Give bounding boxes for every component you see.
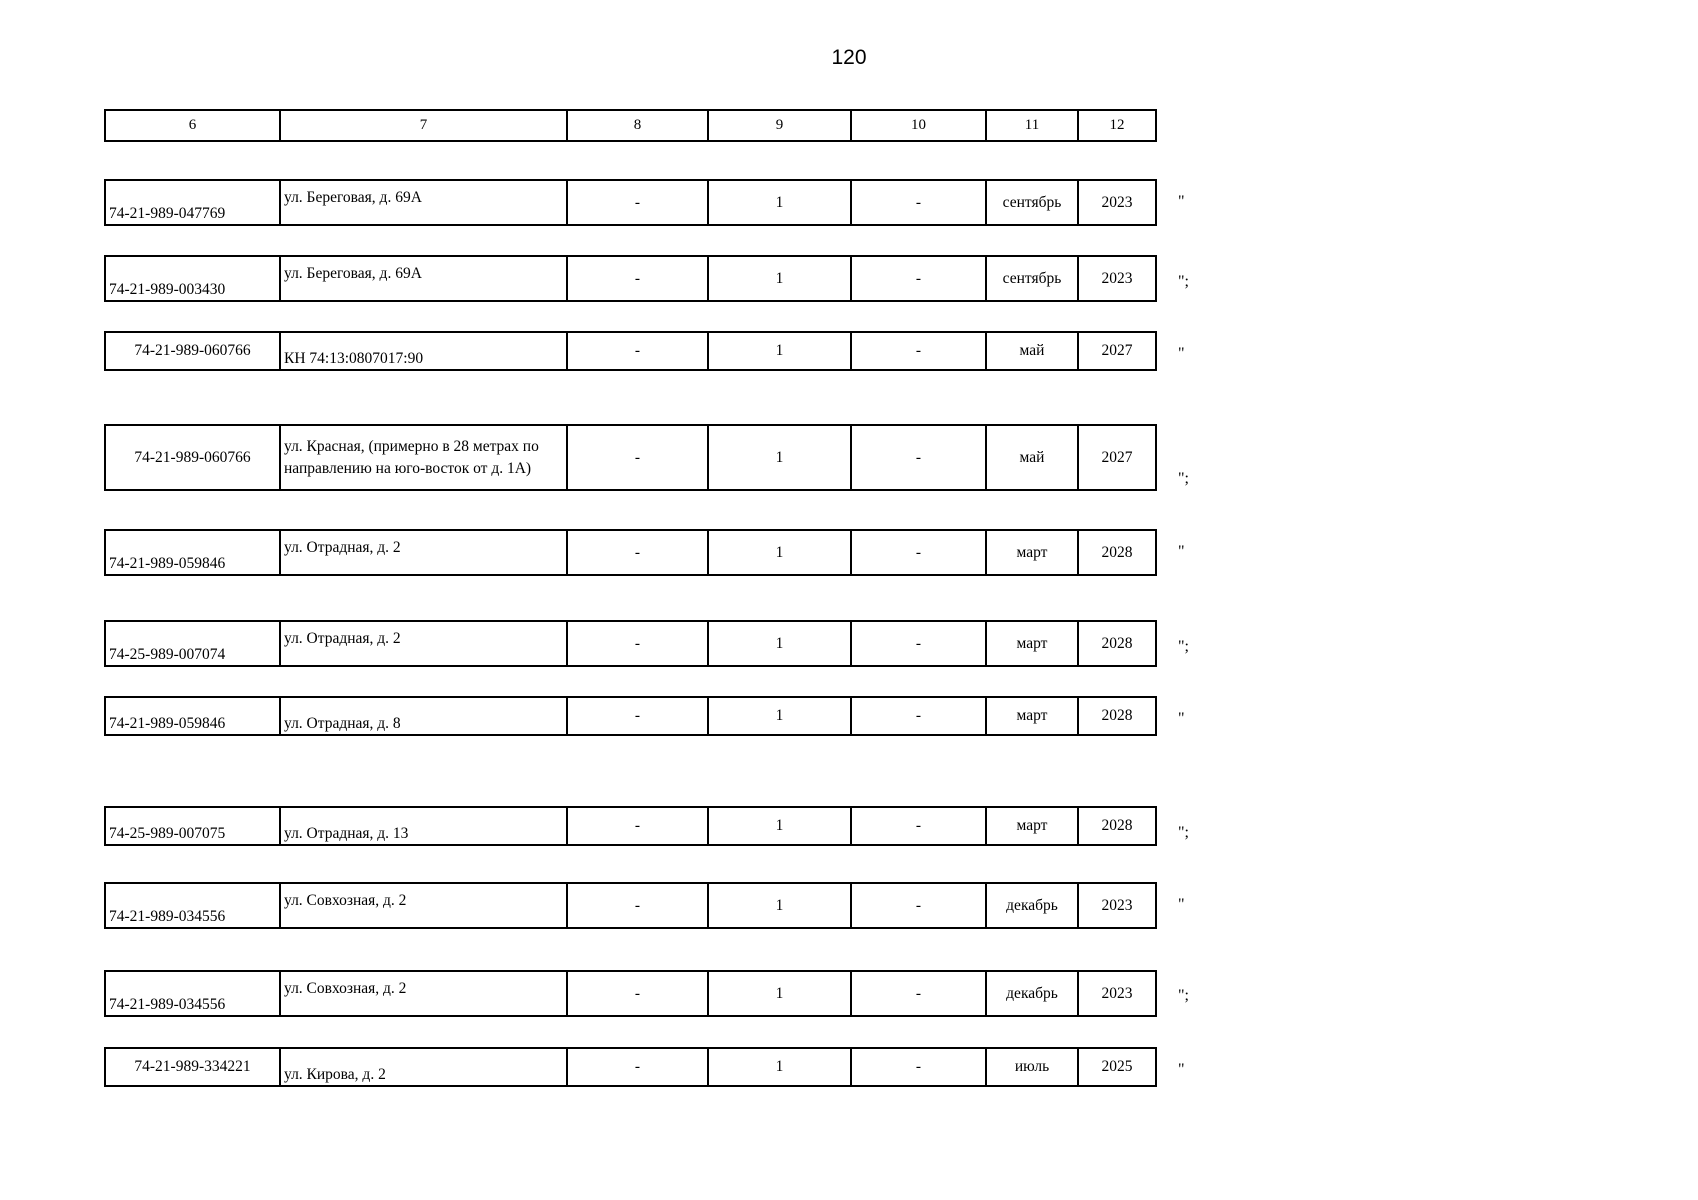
row-suffix: "	[1178, 193, 1185, 210]
cadastral-number-cell: 74-21-989-060766	[105, 332, 280, 370]
year-cell: 2027	[1078, 425, 1156, 490]
year-cell: 2023	[1078, 971, 1156, 1016]
col8-cell: -	[567, 621, 708, 666]
col8-cell: -	[567, 180, 708, 225]
col10-cell: -	[851, 621, 986, 666]
row-suffix: "	[1178, 1061, 1185, 1078]
cadastral-number-cell: 74-21-989-060766	[105, 425, 280, 490]
table-row	[104, 970, 1157, 1017]
year-cell: 2023	[1078, 256, 1156, 301]
row-suffix: ";	[1178, 987, 1189, 1004]
col9-cell: 1	[708, 530, 851, 575]
row-suffix: ";	[1178, 638, 1189, 655]
year-cell: 2028	[1078, 807, 1156, 845]
column-number-header	[104, 109, 1157, 142]
table-row	[104, 331, 1157, 371]
month-cell: март	[986, 697, 1078, 735]
col8-cell: -	[567, 807, 708, 845]
cadastral-number-cell: 74-21-989-034556	[105, 971, 280, 1016]
col9-cell: 1	[708, 180, 851, 225]
col9-cell: 1	[708, 971, 851, 1016]
year-cell: 2023	[1078, 180, 1156, 225]
col10-cell: -	[851, 807, 986, 845]
col8-cell: -	[567, 697, 708, 735]
header-cell: 9	[708, 110, 851, 141]
address-cell: ул. Отрадная, д. 2	[280, 530, 567, 575]
table-row	[104, 424, 1157, 491]
table-row	[104, 806, 1157, 846]
address-cell: КН 74:13:0807017:90	[280, 332, 567, 370]
col9-cell: 1	[708, 807, 851, 845]
col8-cell: -	[567, 530, 708, 575]
month-cell: сентябрь	[986, 256, 1078, 301]
col10-cell: -	[851, 256, 986, 301]
col9-cell: 1	[708, 256, 851, 301]
address-cell: ул. Совхозная, д. 2	[280, 971, 567, 1016]
col8-cell: -	[567, 1048, 708, 1086]
col10-cell: -	[851, 697, 986, 735]
cadastral-number-cell: 74-25-989-007074	[105, 621, 280, 666]
address-cell: ул. Совхозная, д. 2	[280, 883, 567, 928]
month-cell: март	[986, 621, 1078, 666]
table-row	[104, 882, 1157, 929]
month-cell: март	[986, 807, 1078, 845]
cadastral-number-cell: 74-21-989-047769	[105, 180, 280, 225]
col10-cell: -	[851, 971, 986, 1016]
table-row	[104, 696, 1157, 736]
table-row	[104, 179, 1157, 226]
year-cell: 2025	[1078, 1048, 1156, 1086]
col9-cell: 1	[708, 697, 851, 735]
cadastral-number-cell: 74-21-989-003430	[105, 256, 280, 301]
address-cell: ул. Отрадная, д. 8	[280, 697, 567, 735]
col10-cell: -	[851, 883, 986, 928]
cadastral-number-cell: 74-21-989-334221	[105, 1048, 280, 1086]
header-cell: 8	[567, 110, 708, 141]
header-cell: 10	[851, 110, 986, 141]
header-cell: 12	[1078, 110, 1156, 141]
year-cell: 2028	[1078, 621, 1156, 666]
year-cell: 2027	[1078, 332, 1156, 370]
row-suffix: "	[1178, 345, 1185, 362]
col9-cell: 1	[708, 1048, 851, 1086]
col9-cell: 1	[708, 332, 851, 370]
col8-cell: -	[567, 883, 708, 928]
col10-cell: -	[851, 1048, 986, 1086]
header-cell: 7	[280, 110, 567, 141]
year-cell: 2028	[1078, 530, 1156, 575]
row-suffix: ";	[1178, 470, 1189, 487]
col9-cell: 1	[708, 883, 851, 928]
address-cell: ул. Красная, (примерно в 28 метрах по направлению на юго-восток от д. 1А)	[280, 425, 567, 490]
month-cell: май	[986, 425, 1078, 490]
col10-cell: -	[851, 530, 986, 575]
table-row	[104, 620, 1157, 667]
header-cell: 11	[986, 110, 1078, 141]
col10-cell: -	[851, 180, 986, 225]
cadastral-number-cell: 74-21-989-059846	[105, 530, 280, 575]
cadastral-number-cell: 74-21-989-059846	[105, 697, 280, 735]
month-cell: сентябрь	[986, 180, 1078, 225]
col8-cell: -	[567, 332, 708, 370]
table-row	[104, 529, 1157, 576]
col8-cell: -	[567, 971, 708, 1016]
col9-cell: 1	[708, 621, 851, 666]
address-cell: ул. Кирова, д. 2	[280, 1048, 567, 1086]
month-cell: июль	[986, 1048, 1078, 1086]
table-row	[104, 255, 1157, 302]
month-cell: март	[986, 530, 1078, 575]
month-cell: декабрь	[986, 971, 1078, 1016]
address-cell: ул. Береговая, д. 69А	[280, 180, 567, 225]
row-suffix: ";	[1178, 273, 1189, 290]
address-cell: ул. Отрадная, д. 2	[280, 621, 567, 666]
cadastral-number-cell: 74-25-989-007075	[105, 807, 280, 845]
address-cell: ул. Береговая, д. 69А	[280, 256, 567, 301]
year-cell: 2023	[1078, 883, 1156, 928]
month-cell: май	[986, 332, 1078, 370]
header-cell: 6	[105, 110, 280, 141]
address-cell: ул. Отрадная, д. 13	[280, 807, 567, 845]
col9-cell: 1	[708, 425, 851, 490]
row-suffix: "	[1178, 896, 1185, 913]
row-suffix: "	[1178, 543, 1185, 560]
col10-cell: -	[851, 332, 986, 370]
row-suffix: ";	[1178, 824, 1189, 841]
col8-cell: -	[567, 425, 708, 490]
col8-cell: -	[567, 256, 708, 301]
year-cell: 2028	[1078, 697, 1156, 735]
col10-cell: -	[851, 425, 986, 490]
row-suffix: "	[1178, 710, 1185, 727]
cadastral-number-cell: 74-21-989-034556	[105, 883, 280, 928]
month-cell: декабрь	[986, 883, 1078, 928]
table-row	[104, 1047, 1157, 1087]
